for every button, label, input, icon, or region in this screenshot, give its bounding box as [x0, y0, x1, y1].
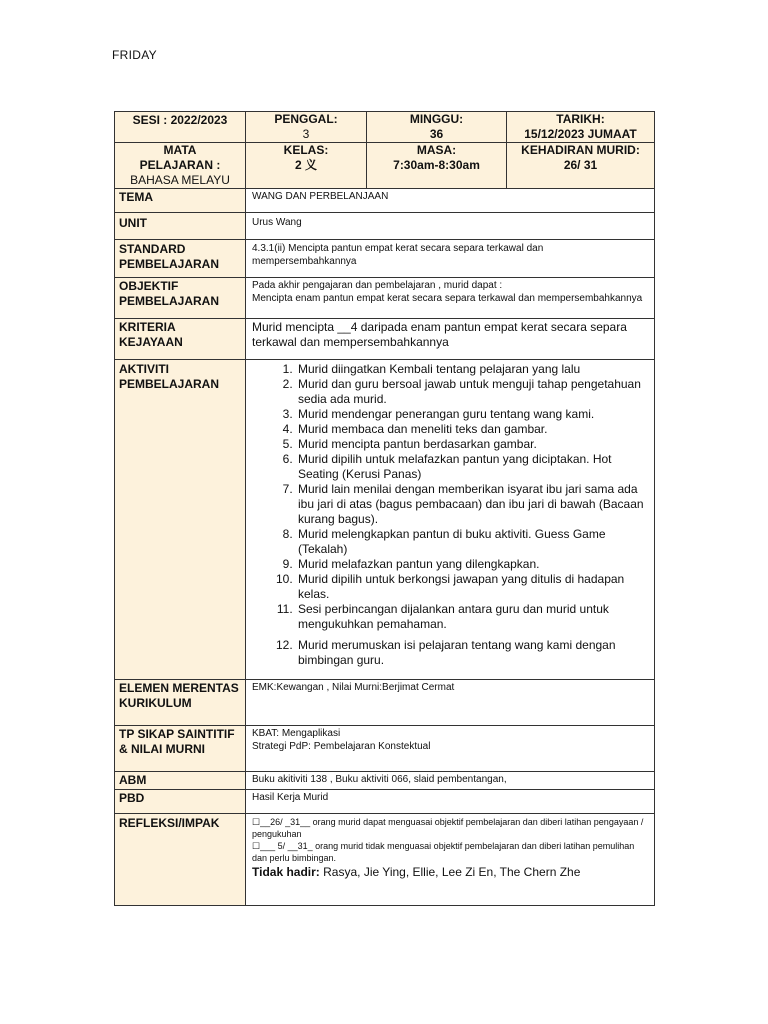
refleksi-value	[246, 814, 655, 906]
tp-value	[246, 726, 655, 772]
header-row-1	[115, 112, 655, 143]
absent-label: Tidak hadir:	[252, 865, 320, 879]
unit-label: UNIT	[115, 213, 246, 240]
refleksi-line-2: ☐___ 5/ __31_ orang murid tidak menguasai objektif pembelajaran dan diberi latihan pemulihan dan perlu bimbingan.	[252, 841, 635, 863]
aktiviti-item: 8. Murid melengkapkan pantun di buku aktiviti. Guess Game (Tekalah)	[296, 527, 650, 557]
mata-pelajaran-cell: MATA PELAJARAN : BAHASA MELAYU	[115, 143, 246, 189]
aktiviti-item: 12. Murid merumuskan isi pelajaran tentang wang kami dengan bimbingan guru.	[296, 638, 650, 668]
abm-label: ABM	[115, 772, 246, 790]
refleksi-label: REFLEKSI/IMPAK	[115, 814, 246, 906]
refleksi-line-1: ☐__26/ _31__ orang murid dapat menguasai objektif pembelajaran dan diberi latihan pengayaan / pengukuhan	[252, 817, 644, 839]
abm-value: Buku akitiviti 138 , Buku aktiviti 066, slaid pembentangan,	[246, 772, 655, 790]
aktiviti-row	[115, 360, 655, 680]
abm-row	[115, 772, 655, 790]
day-label: FRIDAY	[112, 48, 157, 62]
lesson-plan-table	[114, 111, 655, 906]
kelas-cell: KELAS: 2 义	[246, 143, 367, 189]
standard-value: 4.3.1(ii) Mencipta pantun empat kerat secara separa terkawal dan mempersembahkannya	[246, 240, 655, 278]
aktiviti-item: 7. Murid lain menilai dengan memberikan isyarat ibu jari sama ada ibu jari di atas (bagus pembacaan) dan ibu jari di bawah (Bacaan kurang bagus).	[296, 482, 650, 527]
kriteria-value: Murid mencipta __4 daripada enam pantun empat kerat secara separa terkawal dan mempersembahkannya	[246, 319, 655, 360]
objektif-label: OBJEKTIF PEMBELAJARAN	[115, 278, 246, 319]
tp-line-1: KBAT: Mengaplikasi	[252, 728, 341, 739]
kriteria-label: KRITERIA KEJAYAAN	[115, 319, 246, 360]
aktiviti-list	[246, 362, 654, 668]
pbd-label: PBD	[115, 790, 246, 814]
penggal-cell: PENGGAL: 3	[246, 112, 367, 143]
aktiviti-item: 1. Murid diingatkan Kembali tentang pelajaran yang lalu	[296, 362, 650, 377]
aktiviti-item: 10. Murid dipilih untuk berkongsi jawapan yang ditulis di hadapan kelas.	[296, 572, 650, 602]
objektif-row	[115, 278, 655, 319]
standard-label: STANDARD PEMBELAJARAN	[115, 240, 246, 278]
minggu-cell: MINGGU: 36	[367, 112, 507, 143]
objektif-line-2: Mencipta enam pantun empat kerat secara separa terkawal dan mempersembahkannya	[252, 293, 643, 304]
objektif-value	[246, 278, 655, 319]
tp-label: TP SIKAP SAINTITIF & NILAI MURNI	[115, 726, 246, 772]
tema-label: TEMA	[115, 189, 246, 213]
aktiviti-item: 11. Sesi perbincangan dijalankan antara guru dan murid untuk mengukuhkan pemahaman.	[296, 602, 650, 632]
masa-cell: MASA: 7:30am-8:30am	[367, 143, 507, 189]
tp-line-2: Strategi PdP: Pembelajaran Konstektual	[252, 741, 431, 752]
tarikh-cell: TARIKH: 15/12/2023 JUMAAT	[507, 112, 655, 143]
aktiviti-item: 5. Murid mencipta pantun berdasarkan gambar.	[296, 437, 650, 452]
tp-row	[115, 726, 655, 772]
elemen-value: EMK:Kewangan , Nilai Murni:Berjimat Cermat	[246, 680, 655, 726]
standard-row	[115, 240, 655, 278]
unit-value: Urus Wang	[246, 213, 655, 240]
objektif-line-1: Pada akhir pengajaran dan pembelajaran , murid dapat :	[252, 280, 503, 291]
aktiviti-value	[246, 360, 655, 680]
aktiviti-item: 3. Murid mendengar penerangan guru tentang wang kami.	[296, 407, 650, 422]
unit-row	[115, 213, 655, 240]
absent-names: Rasya, Jie Ying, Ellie, Lee Zi En, The Chern Zhe	[319, 865, 581, 879]
aktiviti-item: 2. Murid dan guru bersoal jawab untuk menguji tahap pengetahuan sedia ada murid.	[296, 377, 650, 407]
absent-line	[252, 865, 648, 880]
elemen-label: ELEMEN MERENTAS KURIKULUM	[115, 680, 246, 726]
header-row-2	[115, 143, 655, 189]
aktiviti-label: AKTIVITI PEMBELAJARAN	[115, 360, 246, 680]
refleksi-row	[115, 814, 655, 906]
elemen-row	[115, 680, 655, 726]
kriteria-row	[115, 319, 655, 360]
pbd-row	[115, 790, 655, 814]
aktiviti-item: 6. Murid dipilih untuk melafazkan pantun yang diciptakan. Hot Seating (Kerusi Panas)	[296, 452, 650, 482]
tema-row	[115, 189, 655, 213]
pbd-value: Hasil Kerja Murid	[246, 790, 655, 814]
aktiviti-item: 4. Murid membaca dan meneliti teks dan gambar.	[296, 422, 650, 437]
aktiviti-item: 9. Murid melafazkan pantun yang dilengkapkan.	[296, 557, 650, 572]
tema-value: WANG DAN PERBELANJAAN	[246, 189, 655, 213]
sesi-cell: SESI : 2022/2023	[115, 112, 246, 143]
kehadiran-cell: KEHADIRAN MURID: 26/ 31	[507, 143, 655, 189]
